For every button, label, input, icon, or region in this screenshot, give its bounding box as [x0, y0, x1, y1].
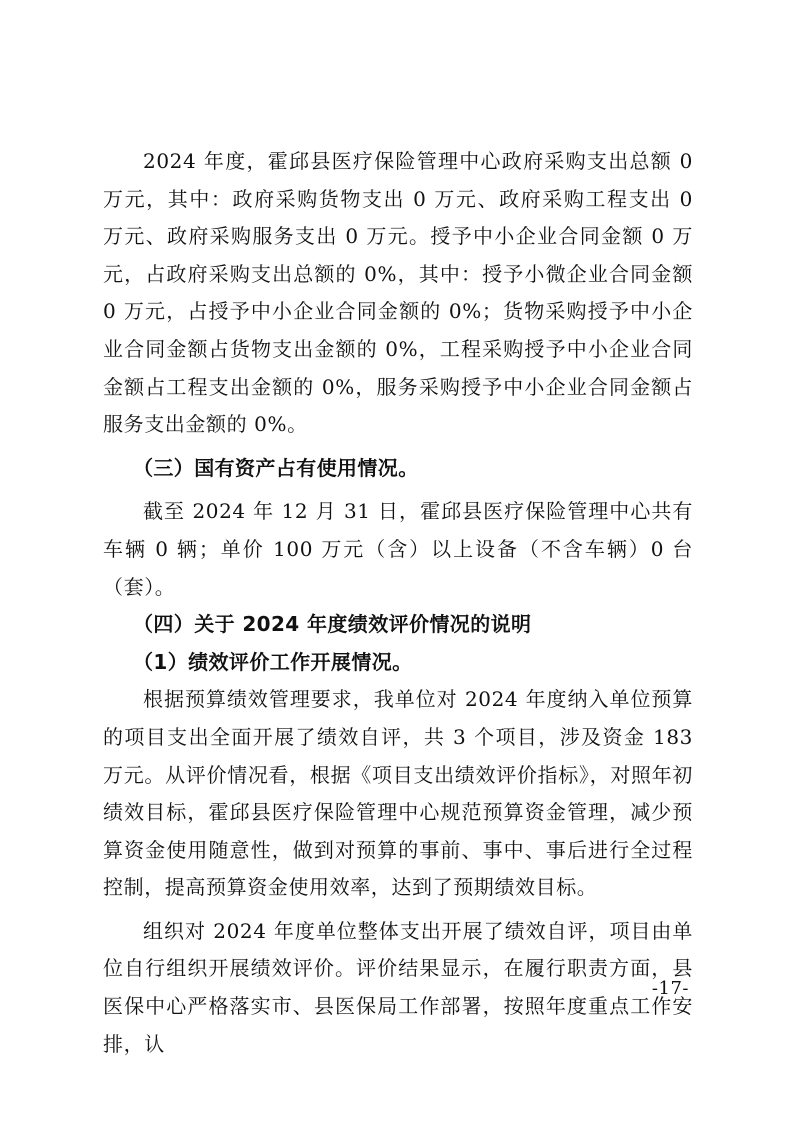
- assets-heading: （三）国有资产占有使用情况。: [133, 455, 419, 480]
- assets-paragraph: 截至 2024 年 12 月 31 日，霍邱县医疗保险管理中心共有车辆 0 辆；单价 100 万元（含）以上设备（不含车辆）0 台（套）。: [103, 499, 693, 599]
- performance-subheading: （1）绩效评价工作开展情况。: [133, 649, 413, 674]
- overall-evaluation-paragraph: 组织对 2024 年度单位整体支出开展了绩效自评，项目由单位自行组织开展绩效评价。评价结果显示，在履行职责方面，县医保中心严格落实市、县医保局工作部署，按照年度重点工作安排，认: [103, 918, 693, 1056]
- document-body: [103, 143, 693, 1063]
- procurement-paragraph: 2024 年度，霍邱县医疗保险管理中心政府采购支出总额 0 万元，其中：政府采购货物支出 0 万元、政府采购工程支出 0 万元、政府采购服务支出 0 万元。授予中小企业合同金额 0 万元，占政府采购支出总额的 0%，其中：授予小微企业合同金额 0 万元，占授予中小企业合同金额的 0%；货物采购授予中小企业合同金额占货物支出金额的 0%，工程采购授予中小企业合同金额占工程支出金额的 0%，服务采购授予中小企业合同金额占服务支出金额的 0%。: [103, 149, 693, 437]
- performance-heading: （四）关于 2024 年度绩效评价情况的说明: [133, 612, 532, 637]
- performance-paragraph: 根据预算绩效管理要求，我单位对 2024 年度纳入单位预算的项目支出全面开展了绩效自评，共 3 个项目，涉及资金 183 万元。从评价情况看，根据《项目支出绩效评价指标》，对照年初绩效目标，霍邱县医疗保险管理中心规范预算资金管理，减少预算资金使用随意性，做到对预算的事前、事中、事后进行全过程控制，提高预算资金使用效率，达到了预期绩效目标。: [103, 687, 693, 900]
- page-number: -17-: [651, 978, 689, 999]
